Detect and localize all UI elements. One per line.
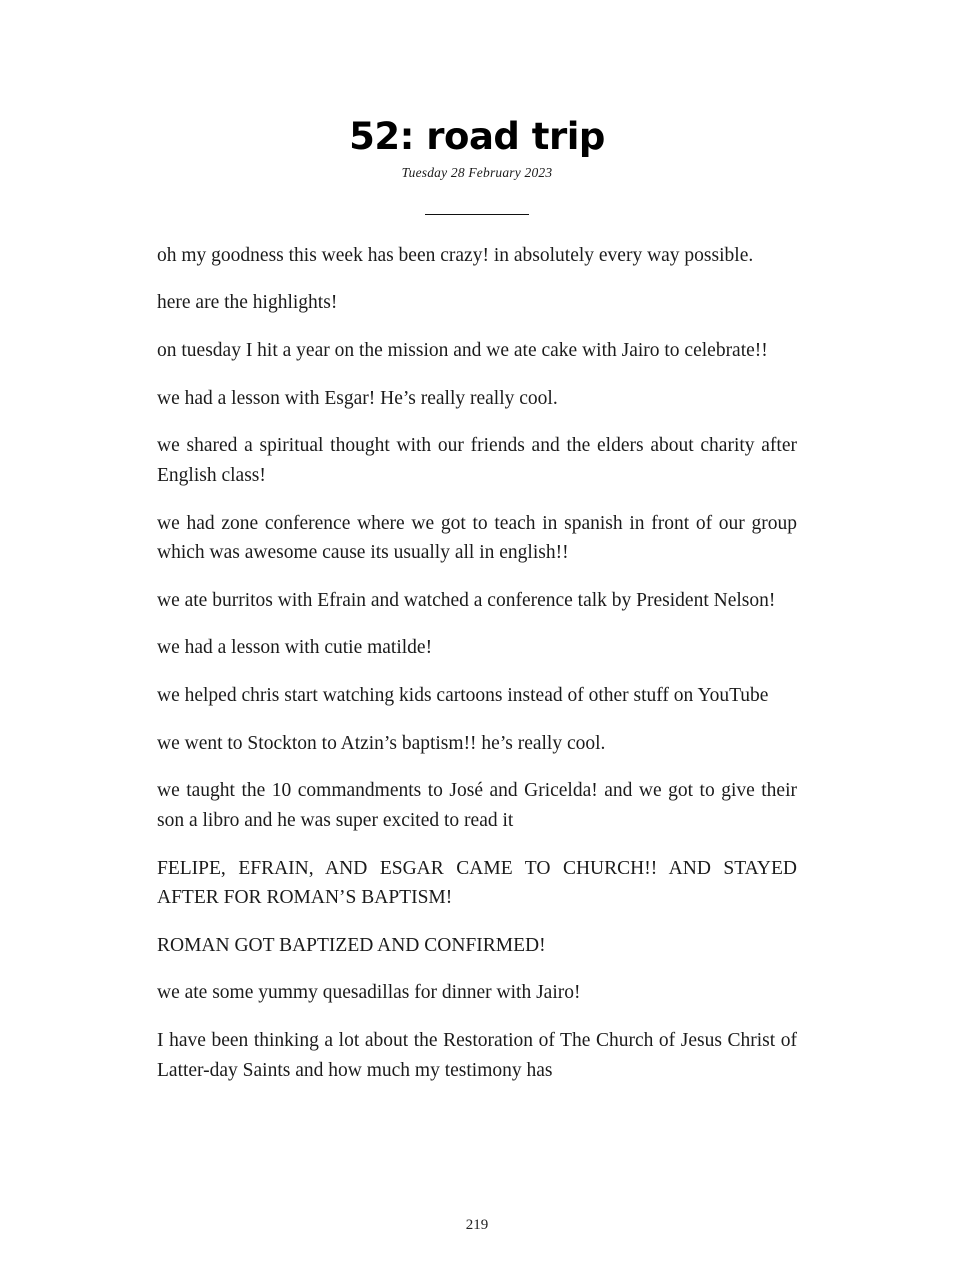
paragraph: here are the highlights! <box>157 292 338 314</box>
page-title: 52: road trip <box>349 115 605 158</box>
paragraph: we shared a spiritual thought with our friends and the elders about charity after English class! <box>157 435 797 486</box>
paragraph: we taught the 10 commandments to José and Gricelda! and we got to give their son a libro and he was super excited to read it <box>157 780 797 831</box>
page-number: 219 <box>465 1217 489 1233</box>
paragraph: I have been thinking a lot about the Restoration of The Church of Jesus Christ of Latter-day Saints and how much my testimony has <box>157 1030 797 1081</box>
paragraph: FELIPE, EFRAIN, AND ESGAR CAME TO CHURCH!! AND STAYED AFTER FOR ROMAN’S BAPTISM! <box>157 857 797 909</box>
title-divider <box>0 205 954 219</box>
paragraph: oh my goodness this week has been crazy! in absolutely every way possible. <box>157 244 754 266</box>
paragraph: we ate burritos with Efrain and watched a conference talk by President Nelson! <box>157 589 776 611</box>
paragraph: on tuesday I hit a year on the mission and we ate cake with Jairo to celebrate!! <box>157 340 768 362</box>
paragraph: we went to Stockton to Atzin’s baptism!! he’s really cool. <box>157 732 606 754</box>
paragraph: ROMAN GOT BAPTIZED AND CONFIRMED! <box>157 934 546 956</box>
entry-date: Tuesday 28 February 2023 <box>401 164 553 180</box>
paragraph: we had zone conference where we got to teach in spanish in front of our group which was awesome cause its usually all in english!! <box>157 512 797 564</box>
paragraph: we ate some yummy quesadillas for dinner with Jairo! <box>157 982 581 1004</box>
paragraph: we had a lesson with cutie matilde! <box>157 637 433 659</box>
body-text <box>157 219 797 1086</box>
paragraph: we had a lesson with Esgar! He’s really really cool. <box>157 387 558 409</box>
paragraph: we helped chris start watching kids cartoons instead of other stuff on YouTube <box>157 685 769 707</box>
divider-line <box>425 213 529 215</box>
